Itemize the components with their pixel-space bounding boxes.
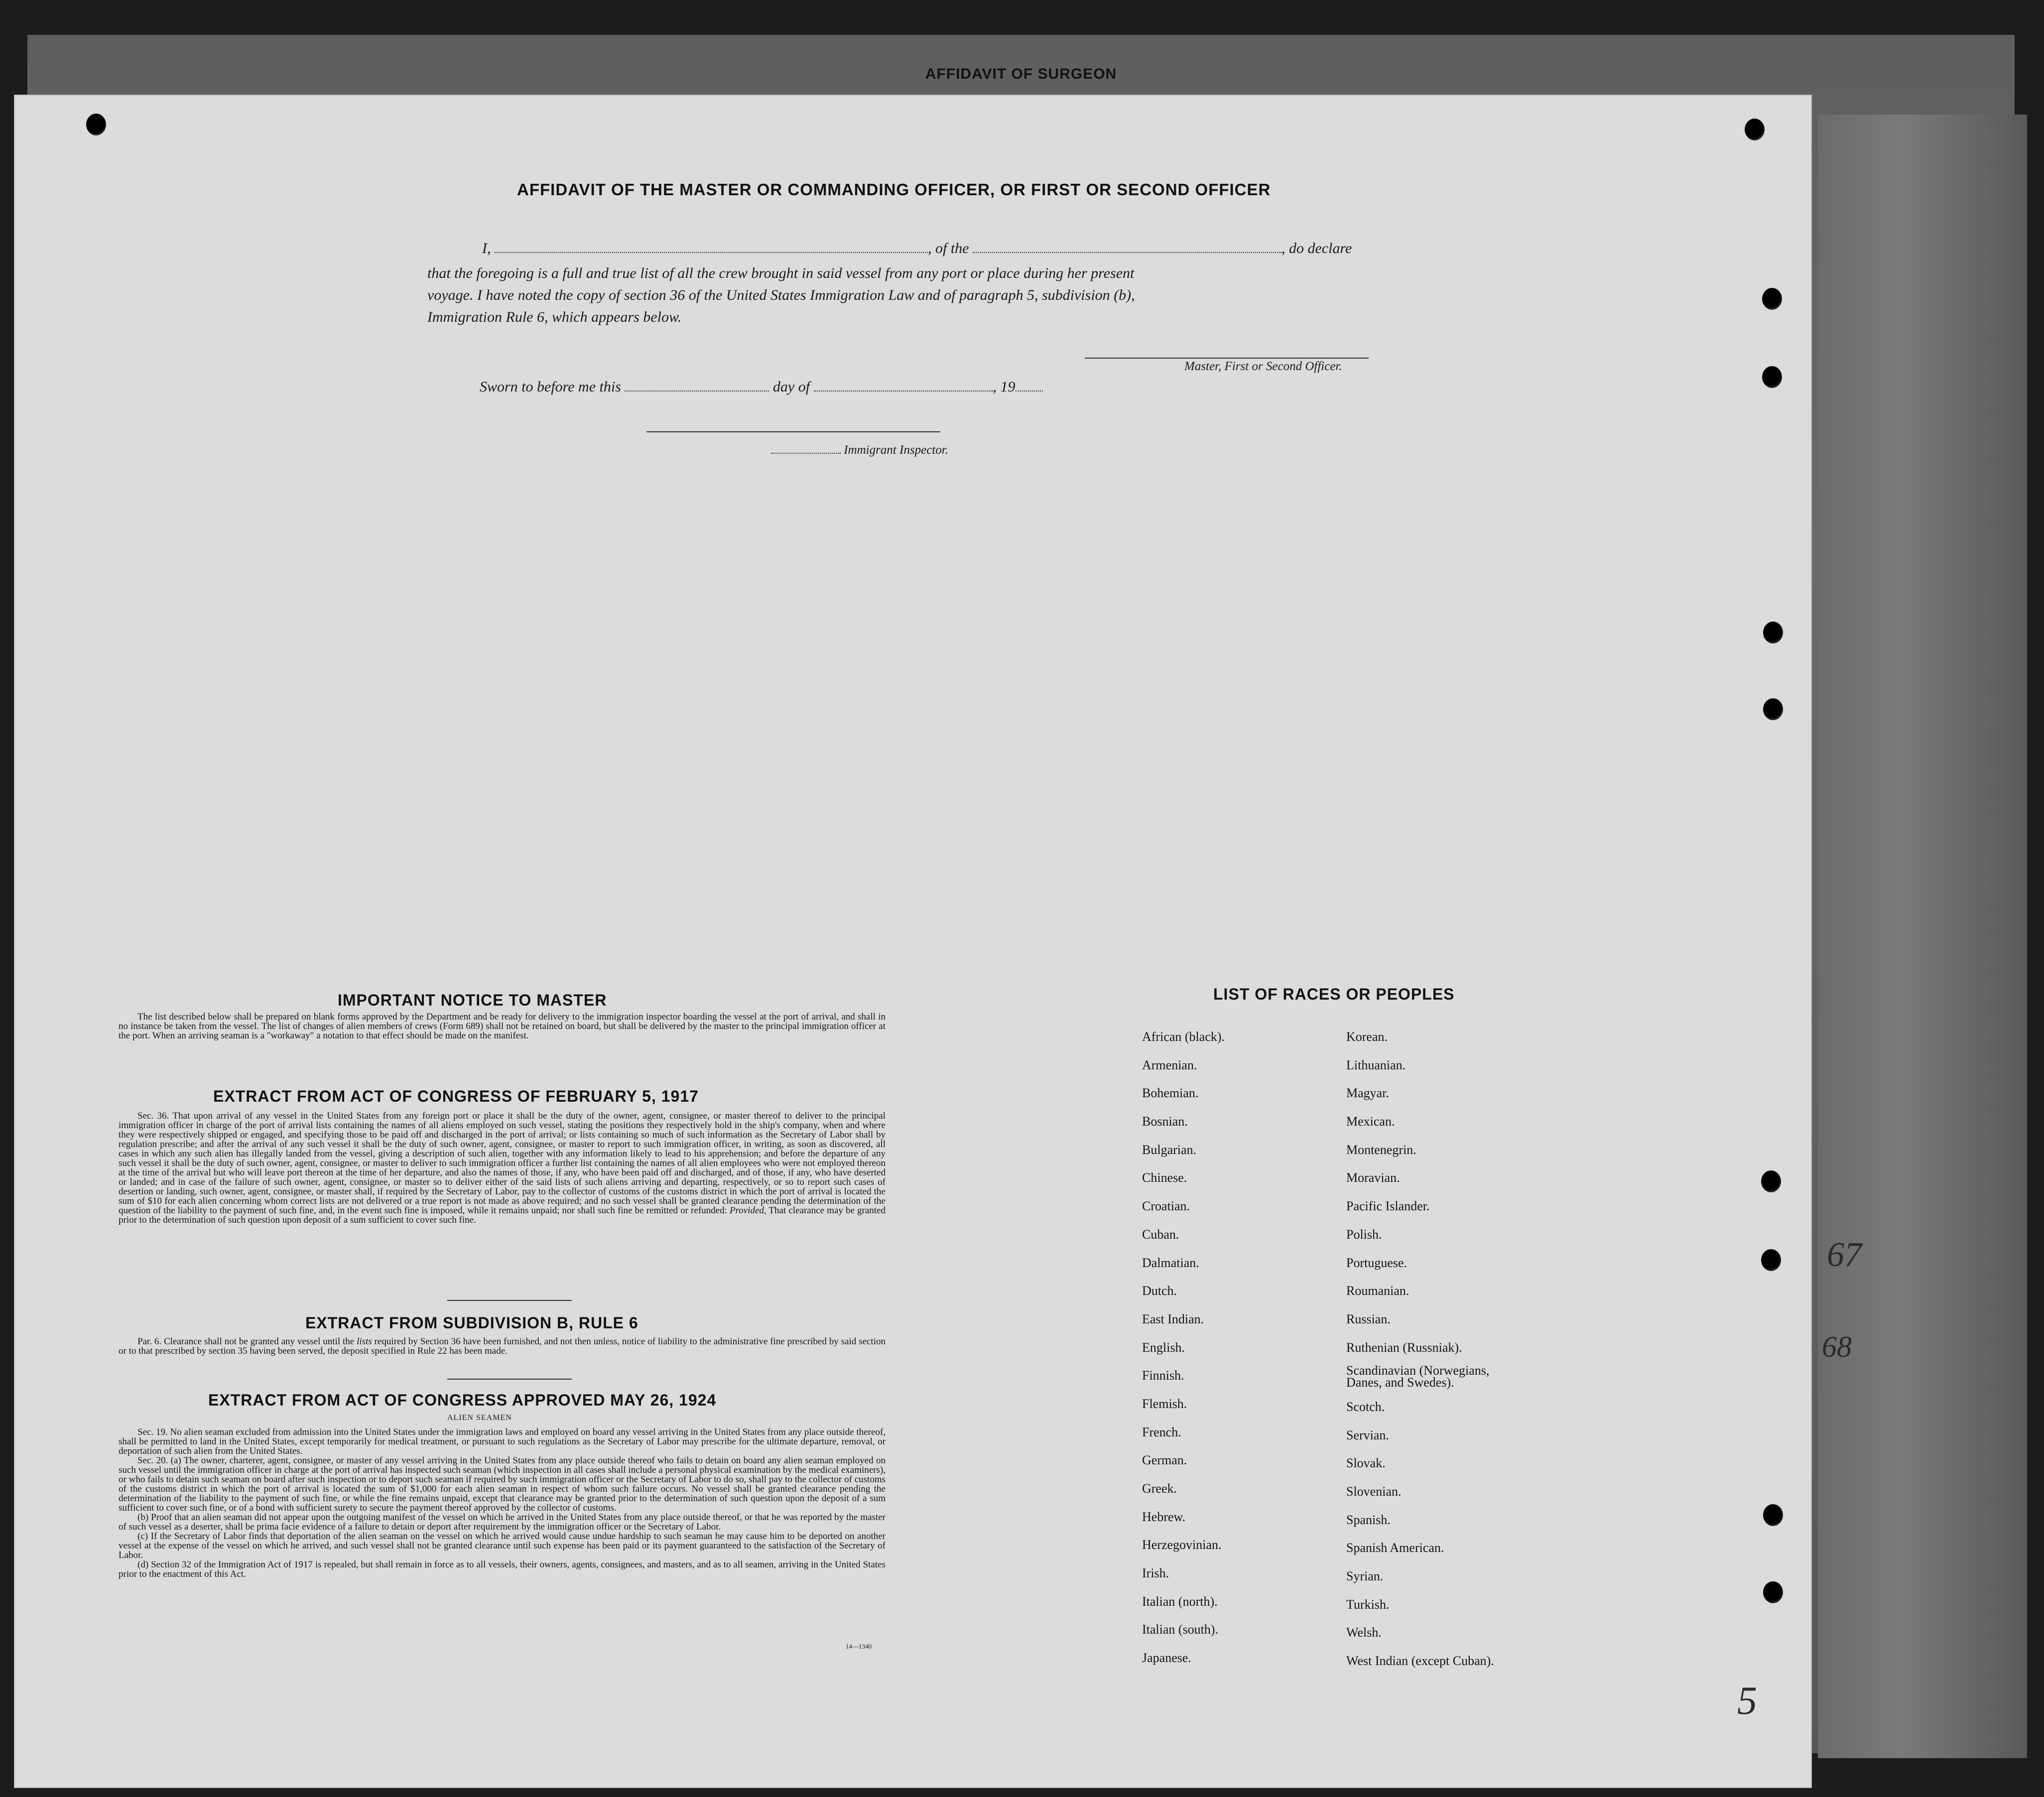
race-item: Lithuanian.: [1346, 1057, 1406, 1072]
extract-1917-title: EXTRACT FROM ACT OF CONGRESS OF FEBRUARY 5, 1917: [213, 1087, 699, 1105]
margin-note: 67: [1827, 1236, 1862, 1274]
race-item: Ruthenian (Russniak).: [1346, 1340, 1462, 1355]
race-item: Russian.: [1346, 1311, 1391, 1326]
race-item: Spanish.: [1346, 1512, 1391, 1527]
race-item: Moravian.: [1346, 1170, 1400, 1185]
extract-1924-paragraph: (b) Proof that an alien seaman did not appear upon the outgoing manifest of the vessel on which he arrived in the United States from any place outside thereof, or that he was reported by the master of such vessel as a deserter, shall be prima facie evidence of a failure to detain or deport after requirement by the immigration officer or the Secretary of Labor.: [119, 1512, 886, 1532]
race-item: Croatian.: [1142, 1199, 1190, 1214]
race-item: West Indian (except Cuban).: [1346, 1654, 1494, 1669]
race-item: Servian.: [1346, 1427, 1389, 1442]
extract-rule6-title: EXTRACT FROM SUBDIVISION B, RULE 6: [305, 1314, 639, 1332]
margin-note: 5: [1737, 1679, 1757, 1723]
punch-hole-icon: [1745, 119, 1765, 140]
race-item: Finnish.: [1142, 1368, 1184, 1383]
back-sheet-header: AFFIDAVIT OF SURGEON: [925, 66, 1117, 82]
race-item: Turkish.: [1346, 1597, 1390, 1612]
race-item: Portuguese.: [1346, 1255, 1407, 1270]
margin-note: 68: [1822, 1330, 1852, 1363]
punch-hole-icon: [1763, 1581, 1783, 1603]
race-item: Polish.: [1346, 1227, 1382, 1242]
form-code: 14—1340: [846, 1643, 872, 1650]
extract-1924-paragraph: (c) If the Secretary of Labor finds that deportation of the alien seaman on the vessel on which he arrived would cause undue hardship to such seaman he may cause him to be deported on another vessel at the expense of the vessel on which he arrived, and such vessel shall not be granted clearance until such expense has been paid or its payment guaranteed to the satisfaction of the Secretary of Labor.: [119, 1531, 886, 1560]
affidavit-text-line-4: Immigration Rule 6, which appears below.: [427, 309, 682, 325]
notice-title: IMPORTANT NOTICE TO MASTER: [338, 991, 607, 1009]
race-item: Slovenian.: [1346, 1484, 1402, 1499]
affidavit-title: AFFIDAVIT OF THE MASTER OR COMMANDING OFFICER, OR FIRST OR SECOND OFFICER: [517, 180, 1271, 199]
race-item: Scotch.: [1346, 1399, 1385, 1414]
punch-hole-icon: [1763, 698, 1783, 720]
signature-label: Master, First or Second Officer.: [1184, 360, 1342, 373]
race-item: Welsh.: [1346, 1625, 1382, 1640]
race-item: Mexican.: [1346, 1114, 1395, 1129]
race-item: Hebrew.: [1142, 1509, 1186, 1524]
race-item: Italian (north).: [1142, 1594, 1218, 1609]
race-item: Japanese.: [1142, 1651, 1191, 1666]
race-item: Roumanian.: [1346, 1284, 1409, 1298]
race-item: Bulgarian.: [1142, 1142, 1197, 1157]
sworn-line: Sworn to before me this day of , 19: [480, 379, 1043, 395]
race-item: Herzegovinian.: [1142, 1538, 1222, 1552]
race-item: Scandinavian (Norwegians, Danes, and Swedes).: [1346, 1363, 1490, 1390]
extract-1924-paragraph: Sec. 19. No alien seaman excluded from admission into the United States under the immigration laws and employed on board any vessel arriving in the United States from any place outside thereof, shall be permitted to land in the United States, except temporarily for medical treatment, or pursuant to such regulations as the Secretary of Labor may prescribe for the ultimate departure, removal, or deportation of such alien from the United States.: [119, 1427, 886, 1456]
extract-1924-paragraph: (d) Section 32 of the Immigration Act of 1917 is repealed, but shall remain in force as to all vessels, their owners, agents, consignees, and masters, and as to all seamen, arriving in the United States prior to the enactment of this Act.: [119, 1559, 886, 1579]
right-page-edge: [1818, 115, 2027, 1758]
punch-hole-icon: [1763, 1504, 1783, 1526]
inspector-label: Immigrant Inspector.: [771, 443, 948, 457]
race-item: Armenian.: [1142, 1057, 1197, 1072]
extract-1924-paragraph: Sec. 20. (a) The owner, charterer, agent, consignee, or master of any vessel arriving in the United States from any place outside thereof who fails to detain on board any alien seaman employed on such vessel until the immigration officer in charge at the port of arrival has inspected such seaman (which inspection in all cases shall include a personal physical examination by the medical examiners), or who fails to detain such seaman on board after such inspection or to deport such seaman if required by such immigration officer or the Secretary of Labor to do so, shall pay to the collector of customs of the customs district in which the port of arrival is located the sum of $1,000 for each alien seaman in respect of whom such failure occurs. No vessel shall be granted clearance pending the determination of the liability to the payment of such fine, or while the fine remains unpaid, except that clearance may be granted prior to the determination of such question upon the deposit of a sum sufficient to cover such fine, or of a bond with sufficient surety to secure the payment thereof approved by the collector of customs.: [119, 1455, 886, 1513]
punch-hole-icon: [1762, 366, 1782, 388]
races-column-1: [1142, 1023, 1225, 1672]
punch-hole-icon: [1761, 1170, 1781, 1192]
race-item: Greek.: [1142, 1481, 1177, 1496]
race-item: French.: [1142, 1424, 1181, 1439]
extract-1924-title: EXTRACT FROM ACT OF CONGRESS APPROVED MAY 26, 1924: [208, 1391, 717, 1409]
race-item: African (black).: [1142, 1029, 1225, 1044]
race-item: Slovak.: [1346, 1456, 1386, 1471]
race-item: Syrian.: [1346, 1569, 1384, 1584]
race-item: Magyar.: [1346, 1086, 1389, 1101]
affidavit-text-line-3: voyage. I have noted the copy of section 36 of the United States Immigration Law and of paragraph 5, subdivision (b),: [427, 287, 1135, 303]
punch-hole-icon: [1762, 288, 1782, 310]
extract-1917-text: Sec. 36. That upon arrival of any vessel in the United States from any foreign port or place it shall be the duty of the owner, agent, consignee, or master thereof to deliver to the principal immigration officer in charge of the port of arrival lists containing the names of all aliens employed on such vessel, stating the positions they respectively hold in the ship's company, when and where they were respectively shipped or engaged, and specifying those to be paid off and discharged in the port of arrival; or lists containing so much of such information as the Secretary of Labor shall by regulation prescribe; and after the arrival of any such vessel it shall be the duty of such owner, agent, consignee, or master to report to such immigration officer, in writing, as soon as discovered, all cases in which any such alien has illegally landed from the vessel, giving a description of such alien, together with any information likely to lead to his apprehension; and before the departure of any such vessel it shall be the duty of such owner, agent, consignee, or master to deliver to such immigration officer a further list containing the names of all alien employees who were not employed thereon at the time of the arrival but who will leave port thereon at the time of her departure, and also the names of those, if any, who have been paid off and discharged, and of those, if any, who have deserted or landed; and in case of the failure of such owner, agent, consignee, or master so to deliver either of the said lists of such aliens arriving and departing, respectively, or so to report such cases of desertion or landing, such owner, agent, consignee, or master shall, if required by the Secretary of Labor, pay to the collector of customs of the customs district in which the port of arrival is located the sum of $10 for each alien concerning whom correct lists are not delivered or a true report is not made as above required; and no such vessel shall be granted clearance pending the determination of the question of the liability to the payment of such fine, and, in the event such fine is imposed, while it remains unpaid; nor shall such fine be remitted or refunded: Provided, That clearance may be granted prior to the determination of such question upon deposit of a sum sufficient to cover such fine.: [119, 1111, 886, 1225]
extract-rule6-text: Par. 6. Clearance shall not be granted any vessel until the lists required by Section 36 have been furnished, and not then unless, notice of liability to the administrative fine prescribed by said section or to that prescribed by section 35 having been served, the deposit specified in Rule 22 has been made.: [119, 1336, 886, 1356]
notice-text: The list described below shall be prepared on blank forms approved by the Department and be ready for delivery to the immigration inspector boarding the vessel at the port of arrival, and shall in no instance be taken from the vessel. The list of changes of alien members of crews (Form 689) shall not be retained on board, but shall be delivered by the master to the principal immigration officer at the port. When an arriving seaman is a "workaway" a notation to that effect should be made on the manifest.: [119, 1012, 886, 1041]
affidavit-declaration-line: I, , of the , do declare: [482, 240, 1352, 257]
race-item: Bosnian.: [1142, 1114, 1188, 1129]
race-item: East Indian.: [1142, 1311, 1204, 1326]
punch-hole-icon: [1763, 622, 1783, 643]
extract-1924-text: [119, 1427, 886, 1579]
race-item: Chinese.: [1142, 1170, 1187, 1185]
race-item: Pacific Islander.: [1346, 1199, 1430, 1214]
race-item: Cuban.: [1142, 1227, 1179, 1242]
race-item: Dutch.: [1142, 1284, 1177, 1298]
punch-hole-icon: [1761, 1249, 1781, 1271]
race-item: German.: [1142, 1453, 1187, 1468]
race-item: Korean.: [1346, 1029, 1388, 1044]
races-title: LIST OF RACES OR PEOPLES: [1213, 985, 1455, 1003]
extract-1924-subtitle: ALIEN SEAMEN: [447, 1413, 512, 1422]
manifest-page: [14, 95, 1862, 1788]
punch-hole-icon: [86, 114, 106, 135]
race-item: Flemish.: [1142, 1396, 1187, 1411]
race-item: Spanish American.: [1346, 1540, 1444, 1555]
race-item: Montenegrin.: [1346, 1142, 1416, 1157]
section-divider: [447, 1379, 572, 1380]
affidavit-text-line-2: that the foregoing is a full and true list of all the crew brought in said vessel from any port or place during her present: [427, 265, 1135, 281]
race-item: Dalmatian.: [1142, 1255, 1199, 1270]
race-item: Irish.: [1142, 1566, 1169, 1581]
race-item: English.: [1142, 1340, 1185, 1355]
signature-line: [1085, 358, 1369, 359]
races-column-2: [1346, 1023, 1501, 1675]
race-item: Bohemian.: [1142, 1086, 1199, 1101]
inspector-signature-line: [646, 431, 940, 432]
race-item: Italian (south).: [1142, 1622, 1219, 1637]
section-divider: [447, 1300, 572, 1301]
